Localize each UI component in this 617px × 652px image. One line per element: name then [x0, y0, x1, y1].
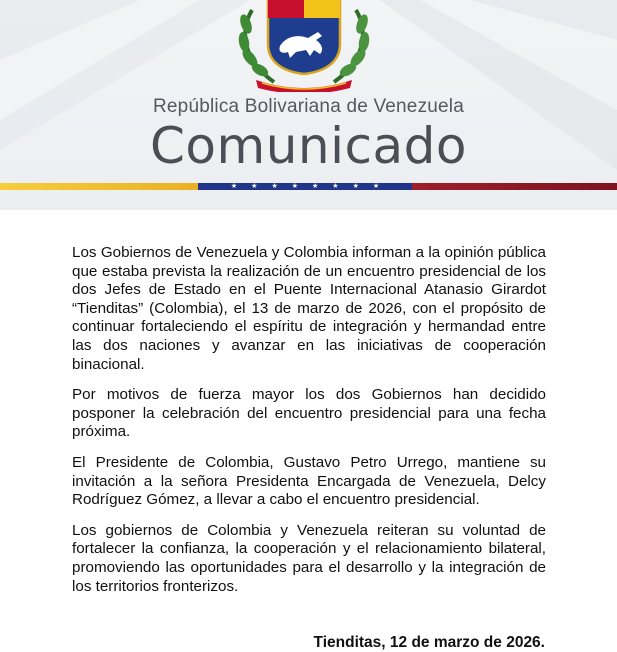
signoff-date: Tienditas, 12 de marzo de 2026.: [313, 634, 545, 651]
flag-stripe-yellow: [0, 183, 198, 190]
republic-name: República Bolivariana de Venezuela: [152, 96, 464, 117]
communique-body: [72, 244, 546, 608]
paragraph: Por motivos de fuerza mayor los dos Gobiernos han decidido posponer la celebración del encuentro presidencial para una fecha próxima.: [72, 386, 546, 441]
header-banner: [0, 0, 617, 210]
flag-stripe-blue: [198, 183, 412, 190]
paragraph: Los gobiernos de Colombia y Venezuela reiteran su voluntad de fortalecer la confianza, la cooperación y el relacionamiento bilateral, promoviendo las oportunidades para el desarrollo y la integración de los territorios fronterizos.: [72, 521, 546, 595]
coat-of-arms-icon: [234, 0, 374, 92]
paragraph: El Presidente de Colombia, Gustavo Petro Urrego, mantiene su invitación a la señora Presidenta Encargada de Venezuela, Delcy Rodríguez Gómez, a llevar a cabo el encuentro presidencial.: [72, 453, 546, 509]
stars-icon: ★ ★ ★ ★ ★ ★ ★ ★: [230, 183, 380, 190]
paragraph: Los Gobiernos de Venezuela y Colombia informan a la opinión pública que estaba prevista la realización de un encuentro presidencial de los dos Jefes de Estado en el Puente Internacional Atanasio Girardot “Tienditas” (Colombia), el 13 de marzo de 2026, con el propósito de continuar fortaleciendo el espíritu de integración y hermandad entre las dos naciones y avanzar en las iniciativas de cooperación binacional.: [72, 244, 546, 373]
flag-stripe: [0, 183, 617, 190]
page-title: Comunicado: [150, 117, 467, 175]
flag-stripe-red: [412, 183, 617, 190]
